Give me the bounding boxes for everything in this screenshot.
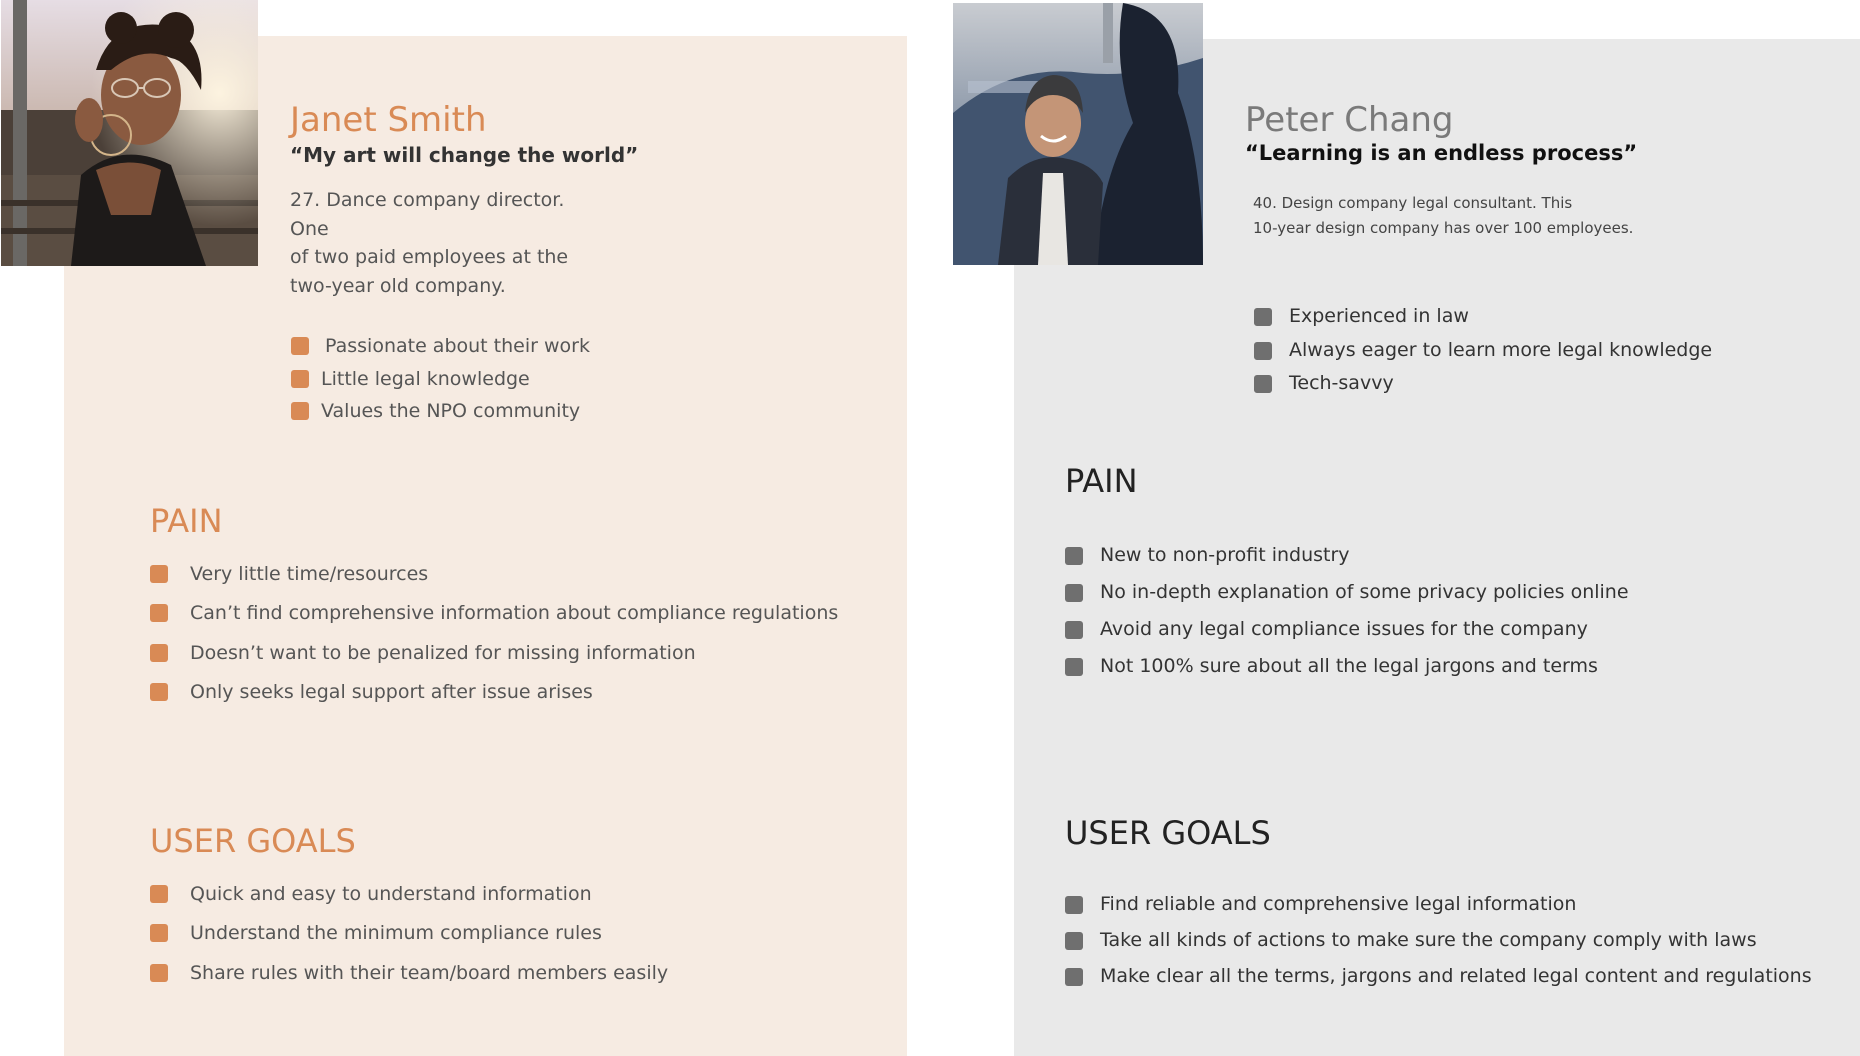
list-item: Not 100% sure about all the legal jargons and terms [1065, 653, 1629, 690]
bullet-square-icon [1065, 584, 1083, 602]
bullet-square-icon [1065, 658, 1083, 676]
bullet-square-icon [1254, 308, 1272, 326]
persona-photo-janet [1, 0, 258, 266]
pain-list [1065, 542, 1629, 690]
list-item: No in-depth explanation of some privacy policies online [1065, 579, 1629, 616]
persona-bio: 27. Dance company director. One of two paid employees at the two-year old company. [290, 189, 569, 297]
list-item: Make clear all the terms, jargons and related legal content and regulations [1065, 963, 1812, 999]
list-item: Doesn’t want to be penalized for missing information [150, 640, 838, 679]
list-item: Only seeks legal support after issue arises [150, 679, 838, 718]
bullet-square-icon [150, 964, 168, 982]
list-item: Take all kinds of actions to make sure the company comply with laws [1065, 927, 1812, 963]
bullet-square-icon [150, 604, 168, 622]
bullet-square-icon [1254, 375, 1272, 393]
bullet-square-icon [291, 402, 309, 420]
pain-heading: PAIN [1065, 462, 1138, 500]
list-item: Experienced in law [1254, 303, 1712, 337]
persona-name: Peter Chang [1245, 100, 1454, 140]
list-item: Avoid any legal compliance issues for the company [1065, 616, 1629, 653]
bullet-square-icon [150, 924, 168, 942]
persona-quote: “My art will change the world” [290, 143, 639, 167]
traits-list [1254, 303, 1712, 404]
persona-quote: “Learning is an endless process” [1245, 141, 1638, 165]
list-item: Understand the minimum compliance rules [150, 920, 668, 959]
bullet-square-icon [1065, 932, 1083, 950]
bullet-square-icon [291, 337, 309, 355]
bullet-square-icon [150, 565, 168, 583]
bullet-square-icon [1065, 621, 1083, 639]
user-goals-heading: USER GOALS [150, 822, 356, 860]
persona-photo-peter [953, 3, 1203, 265]
goals-list [1065, 891, 1812, 999]
bullet-square-icon [1254, 342, 1272, 360]
persona-name: Janet Smith [290, 100, 487, 140]
list-item: Very little time/resources [150, 561, 838, 600]
bullet-square-icon [291, 370, 309, 388]
goals-list [150, 881, 668, 999]
list-item: Always eager to learn more legal knowledge [1254, 337, 1712, 371]
list-item: Can’t find comprehensive information about compliance regulations [150, 600, 838, 639]
user-goals-heading: USER GOALS [1065, 814, 1271, 852]
bullet-square-icon [150, 644, 168, 662]
bullet-square-icon [1065, 896, 1083, 914]
list-item: Find reliable and comprehensive legal information [1065, 891, 1812, 927]
list-item: Quick and easy to understand information [150, 881, 668, 920]
list-item: Share rules with their team/board members easily [150, 960, 668, 999]
list-item: Passionate about their work [290, 333, 590, 366]
traits-list [290, 333, 590, 431]
list-item: Values the NPO community [290, 398, 590, 431]
bullet-square-icon [150, 885, 168, 903]
list-item: Little legal knowledge [290, 366, 590, 399]
pain-heading: PAIN [150, 502, 223, 540]
persona-bio: 40. Design company legal consultant. This 10-year design company has over 100 employees. [1253, 194, 1634, 237]
pain-list [150, 561, 838, 718]
bullet-square-icon [1065, 547, 1083, 565]
list-item: New to non-profit industry [1065, 542, 1629, 579]
bullet-square-icon [150, 683, 168, 701]
list-item: Tech-savvy [1254, 370, 1712, 404]
bullet-square-icon [1065, 968, 1083, 986]
